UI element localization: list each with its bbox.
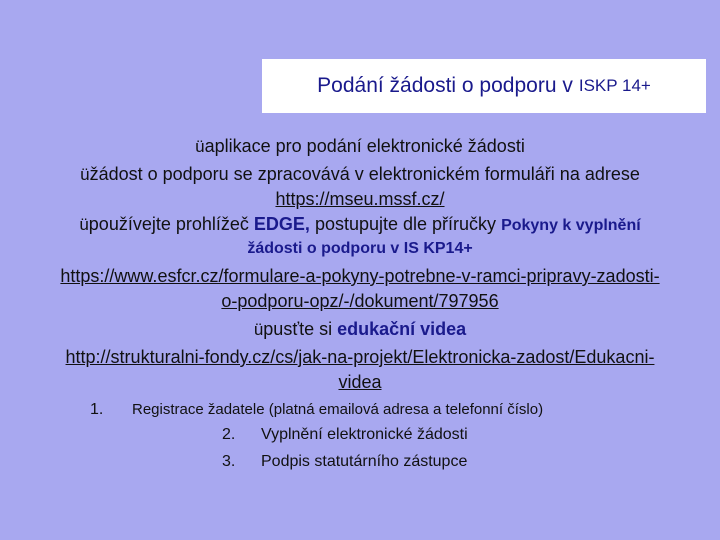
slide-title-main: Podání žádosti o podporu v	[317, 74, 573, 97]
check-icon: ü	[80, 165, 90, 184]
step-1-text: Registrace žadatele (platná emailová adresa a telefonní číslo)	[132, 401, 544, 418]
bullet-2-text: žádost o podporu se zpracovává v elektronickém formuláři na adrese	[89, 164, 640, 184]
bullet-2	[0, 164, 720, 185]
step-3-number: 3.	[222, 453, 236, 470]
step-2-text: Vyplnění elektronické žádosti	[261, 426, 468, 443]
bullet-3	[0, 214, 720, 235]
bullet-2-link-row	[0, 189, 720, 210]
step-1-number: 1.	[90, 401, 104, 418]
check-icon: ü	[253, 320, 264, 339]
step-2-number: 2.	[222, 426, 236, 443]
step-3-text: Podpis statutárního zástupce	[261, 453, 468, 470]
guide-title-part1: Pokyny k vyplnění	[501, 217, 641, 234]
bullet-1	[0, 136, 720, 157]
check-icon: ü	[79, 215, 89, 234]
slide-title-suffix: ISKP 14+	[578, 76, 651, 95]
videos-link-row-1	[0, 347, 720, 368]
guide-title-part2: žádosti o podporu v IS KP14+	[247, 240, 473, 257]
check-icon: ü	[195, 137, 205, 156]
bullet-3-mid: postupujte dle příručky	[314, 214, 497, 234]
mseu-link[interactable]: https://mseu.mssf.cz/	[275, 189, 445, 209]
videos-link-line-1[interactable]: http://strukturalni-fondy.cz/cs/jak-na-projekt/Elektronicka-zadost/Edukacni-	[65, 347, 655, 367]
esfcr-link-line-1[interactable]: https://www.esfcr.cz/formulare-a-pokyny-potrebne-v-ramci-pripravy-zadosti-	[60, 266, 660, 286]
bullet-1-text: aplikace pro podání elektronické žádosti	[204, 136, 525, 156]
bullet-3-pre: používejte prohlížeč	[88, 214, 249, 234]
edge-label: EDGE,	[253, 214, 310, 234]
bullet-4-pre: pusťte si	[263, 319, 333, 339]
esfcr-link-row-2	[0, 291, 720, 312]
esfcr-link-line-2[interactable]: o-podporu-opz/-/dokument/797956	[221, 291, 499, 311]
videos-link-line-2[interactable]: videa	[338, 372, 382, 392]
slide-title	[262, 59, 706, 113]
videos-link-row-2	[0, 372, 720, 393]
videos-label: edukační videa	[337, 319, 467, 339]
bullet-4	[0, 319, 720, 340]
esfcr-link-row-1	[0, 266, 720, 287]
